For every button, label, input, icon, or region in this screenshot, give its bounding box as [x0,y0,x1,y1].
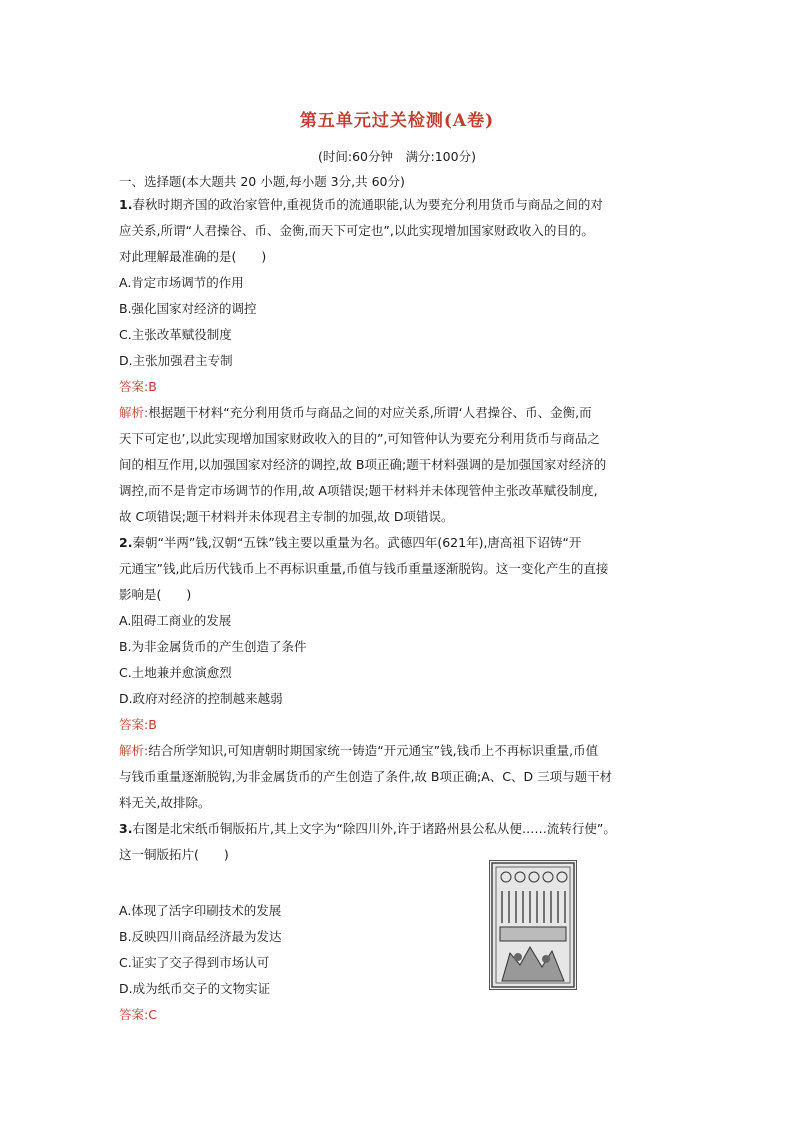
option-c: C.土地兼并愈演愈烈 [119,665,232,680]
option-c: C.主张改革赋役制度 [119,327,232,342]
analysis-line: 间的相互作用,以加强国家对经济的调控,故 B项正确;题干材料强调的是加强国家对经济的 [119,457,607,472]
option-d: D.主张加强君主专制 [119,353,233,368]
option-b: B.反映四川商品经济最为发达 [119,929,282,944]
question-3-stem-line: 3.右图是北宋纸币铜版拓片,其上文字为“除四川外,许于诸路州县公私从便……流转行使”。 [119,821,616,836]
question-number: 1. [119,197,133,212]
analysis-line: 天下可定也’,以此实现增加国家财政收入的目的”,可知管仲认为要充分利用货币与商品之 [119,431,600,446]
option-b: B.强化国家对经济的调控 [119,301,257,316]
analysis-label: 解析: [119,743,149,758]
option-a: A.阻碍工商业的发展 [119,613,232,628]
question-2-stem-line: 元通宝”钱,此后历代钱币上不再标识重量,币值与钱币重量逐渐脱钩。这一变化产生的直接 [119,561,609,576]
answer: 答案:C [119,1007,157,1022]
analysis-line: 解析:根据题干材料“充分利用货币与商品之间的对应关系,所谓‘人君操谷、币、金衡,而 [119,405,592,420]
question-number: 2. [119,535,133,550]
option-c: C.证实了交子得到市场认可 [119,955,270,970]
question-1-stem-line: 对此理解最准确的是( ) [119,249,267,264]
question-1-stem-line: 应关系,所谓“人君操谷、币、金衡,而天下可定也”,以此实现增加国家财政收入的目的。 [119,223,594,238]
question-3-stem-line: 这一铜版拓片( ) [119,847,229,862]
answer: 答案:B [119,379,157,394]
option-a: A.体现了活字印刷技术的发展 [119,903,282,918]
option-d: D.成为纸币交子的文物实证 [119,981,271,996]
analysis-line: 调控,而不是肯定市场调节的作用,故 A项错误;题干材料并未体现管仲主张改革赋役制度, [119,483,598,498]
paper-money-rubbing-image [489,860,577,990]
answer: 答案:B [119,717,157,732]
question-2-stem-line: 2.秦朝“半两”钱,汉朝“五铢”钱主要以重量为名。武德四年(621年),唐高祖下诏铸“开 [119,535,582,550]
analysis-line: 解析:结合所学知识,可知唐朝时期国家统一铸造“开元通宝”钱,钱币上不再标识重量,币值 [119,743,599,758]
option-a: A.肯定市场调节的作用 [119,275,244,290]
analysis-label: 解析: [119,405,149,420]
analysis-line: 料无关,故排除。 [119,795,211,810]
analysis-line: 与钱币重量逐渐脱钩,为非金属货币的产生创造了条件,故 B项正确;A、C、D 三项与题干材 [119,769,613,784]
question-number: 3. [119,821,133,836]
question-2-stem-line: 影响是( ) [119,587,192,602]
page-title: 第五单元过关检测(A卷) [299,111,495,131]
option-d: D.政府对经济的控制越来越弱 [119,691,283,706]
option-b: B.为非金属货币的产生创造了条件 [119,639,307,654]
section-heading: 一、选择题(本大题共 20 小题,每小题 3分,共 60分) [119,174,405,189]
analysis-line: 故 C项错误;题干材料并未体现君主专制的加强,故 D项错误。 [119,509,454,524]
question-1-stem-line: 1.春秋时期齐国的政治家管仲,重视货币的流通职能,认为要充分利用货币与商品之间的对 [119,197,603,212]
paper-money-rubbing-icon [490,861,576,989]
exam-info: (时间:60分钟 满分:100分) [318,149,476,164]
